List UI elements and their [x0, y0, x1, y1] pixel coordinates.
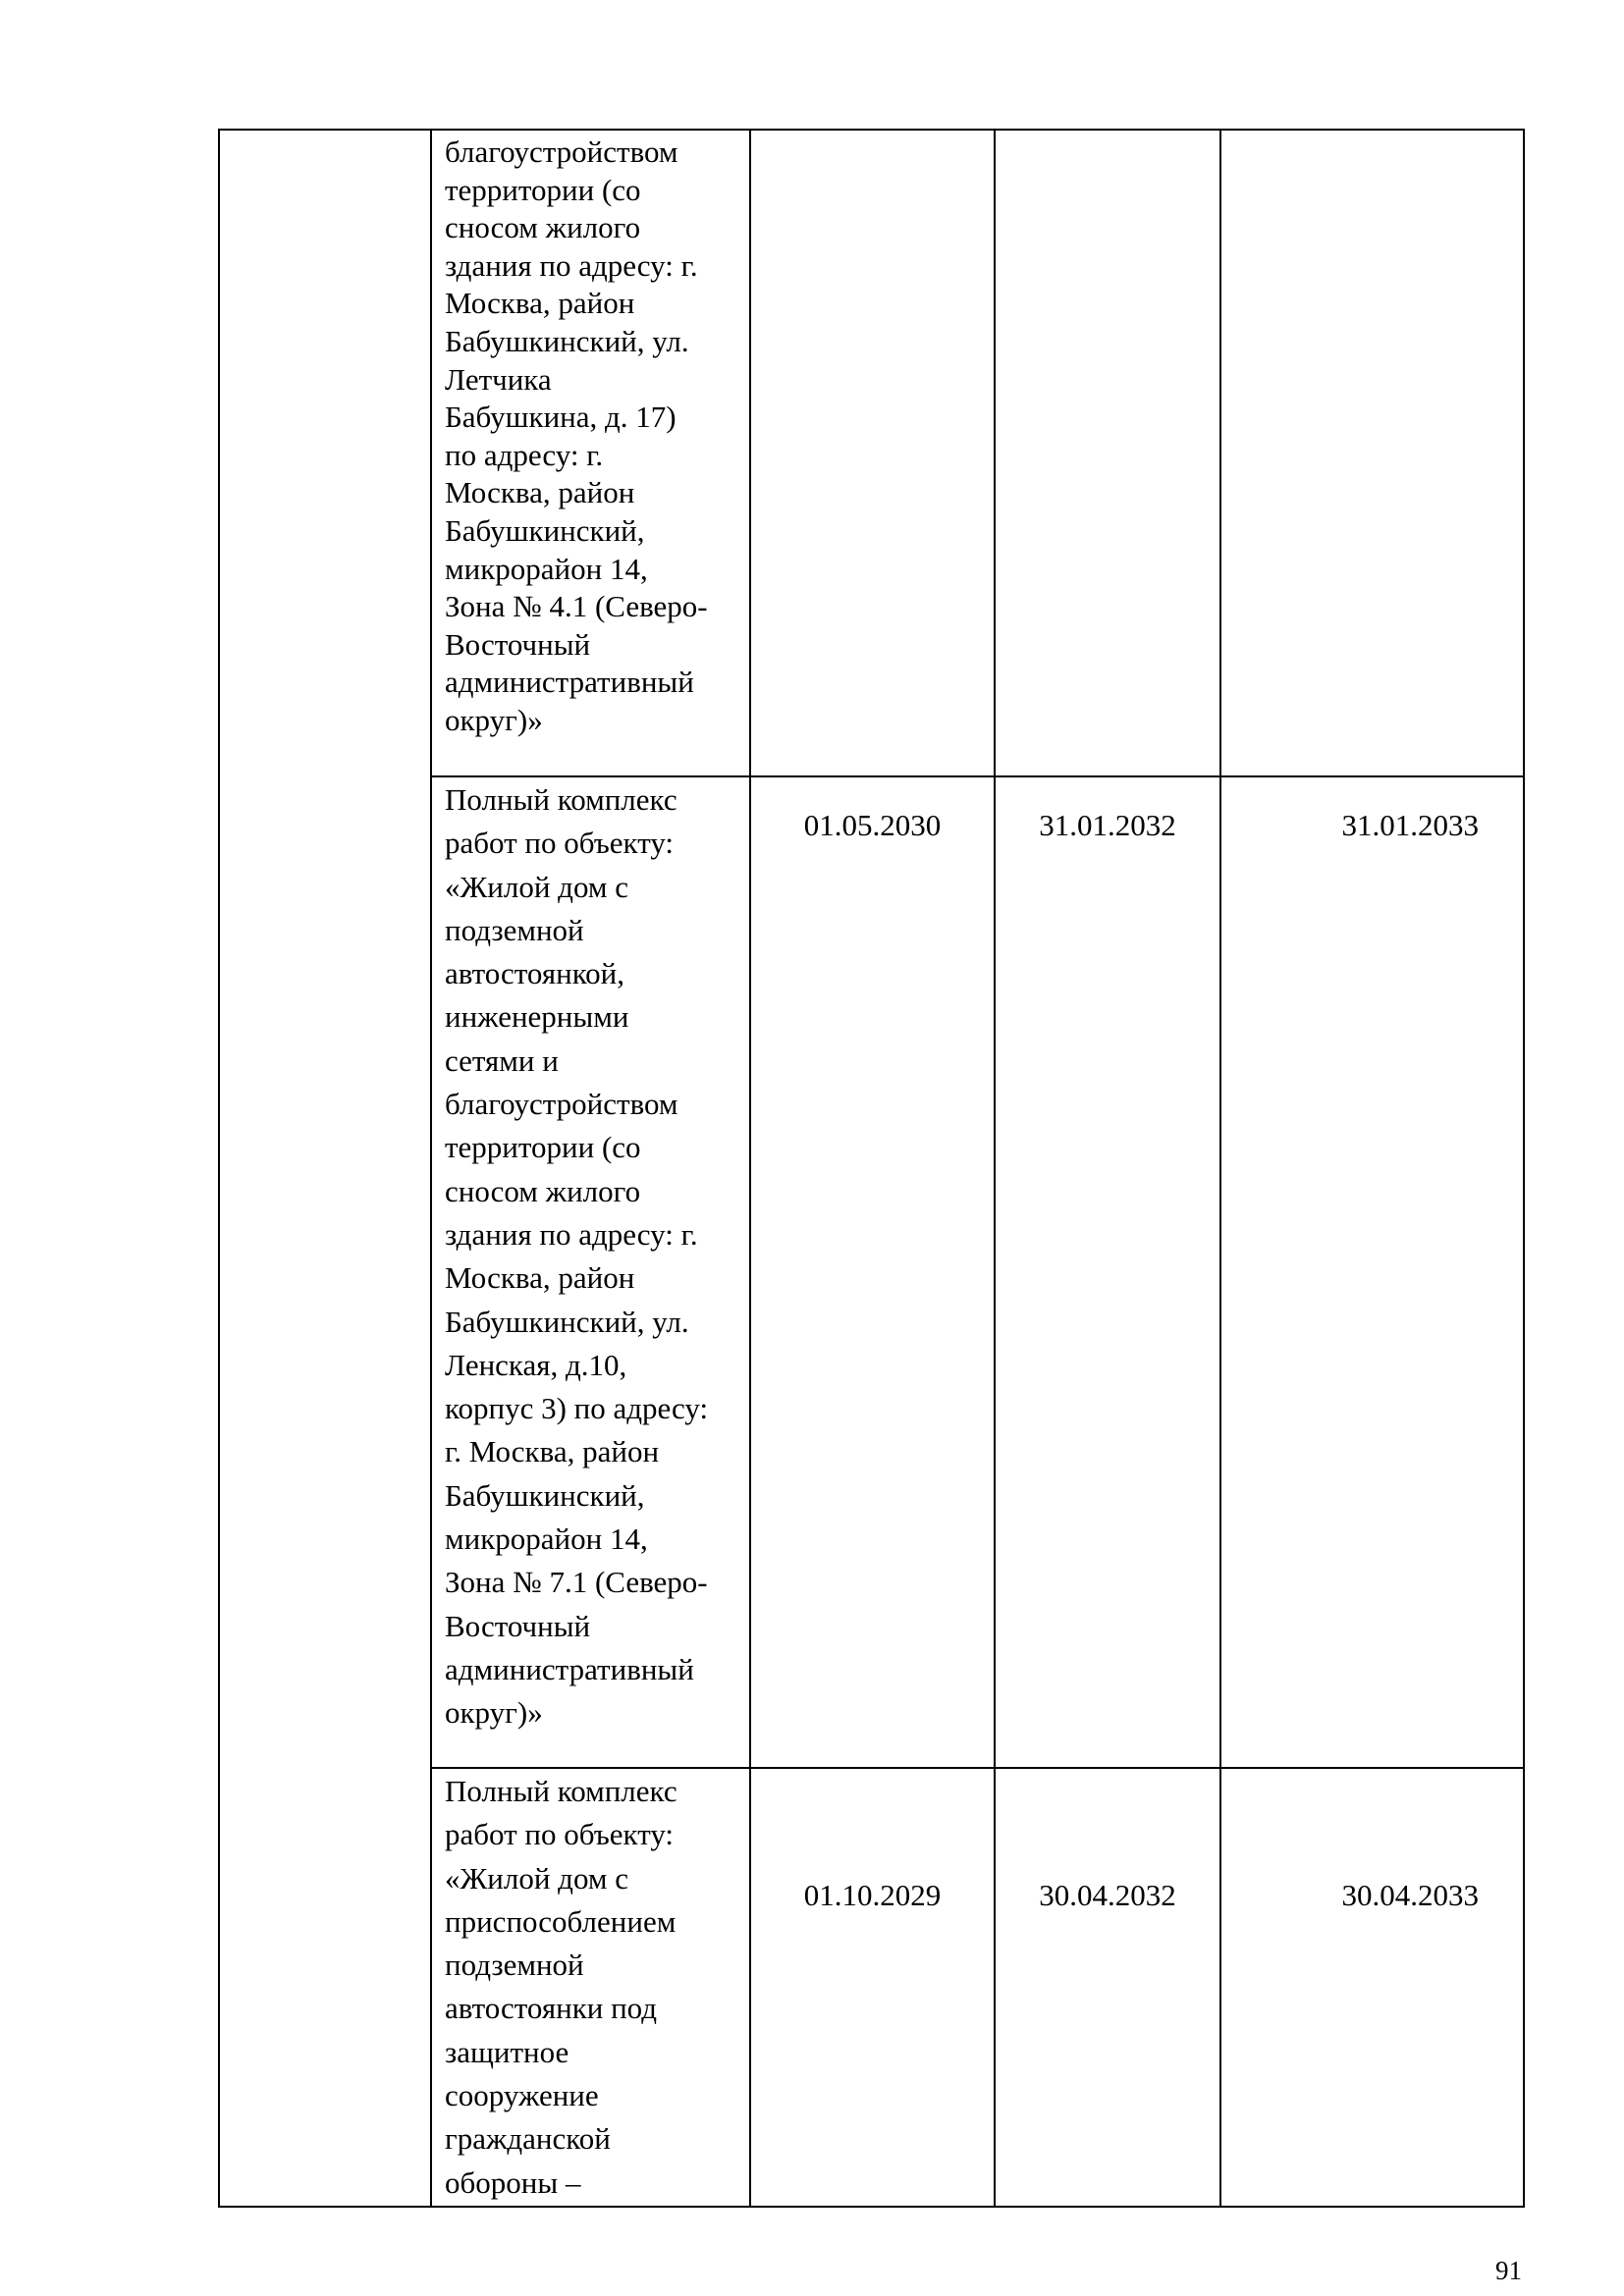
- end-date-cell: [1220, 1768, 1524, 2207]
- start-date-cell: [750, 776, 995, 1768]
- object-description: Полный комплекс работ по объекту: «Жилой дом с приспособлением подземной автостоянки под защитное сооружение гражданской обороны –: [445, 1774, 677, 2200]
- start-date-cell: [750, 130, 995, 776]
- mid-date: 31.01.2032: [1039, 808, 1176, 842]
- end-date: 31.01.2033: [1341, 808, 1479, 842]
- mid-date-cell: [995, 130, 1220, 776]
- object-description: Полный комплекс работ по объекту: «Жилой дом с подземной автостоянкой, инженерными сетями и благоустройством территории (со сносом жилого здания по адресу: г. Москва, район Бабушкинский, ул. Ленская, д.10, корпус 3) по адресу: г. Москва, район Бабушкинский, микрорайон 14, Зона № 7.1 (Северо- Восточный административный округ)»: [445, 782, 709, 1731]
- description-cell: [431, 776, 750, 1768]
- end-date-cell: [1220, 776, 1524, 1768]
- description-cell: [431, 130, 750, 776]
- start-date-cell: [750, 1768, 995, 2207]
- object-description: благоустройством территории (со сносом жилого здания по адресу: г. Москва, район Бабушкинский, ул. Летчика Бабушкина, д. 17) по адресу: г. Москва, район Бабушкинский, микрорайон 14, Зона № 4.1 (Северо- Восточный административный округ)»: [445, 134, 708, 737]
- row-number-cell: [219, 130, 431, 2207]
- mid-date-cell: [995, 1768, 1220, 2207]
- mid-date-cell: [995, 776, 1220, 1768]
- end-date-cell: [1220, 130, 1524, 776]
- mid-date: 30.04.2032: [1039, 1878, 1176, 1912]
- end-date: 30.04.2033: [1341, 1878, 1479, 1912]
- start-date: 01.05.2030: [803, 808, 942, 842]
- table-row: [219, 130, 1524, 776]
- start-date: 01.10.2029: [803, 1878, 942, 1912]
- schedule-table: [218, 129, 1525, 2208]
- page-number: 91: [1495, 2256, 1522, 2285]
- description-cell: [431, 1768, 750, 2207]
